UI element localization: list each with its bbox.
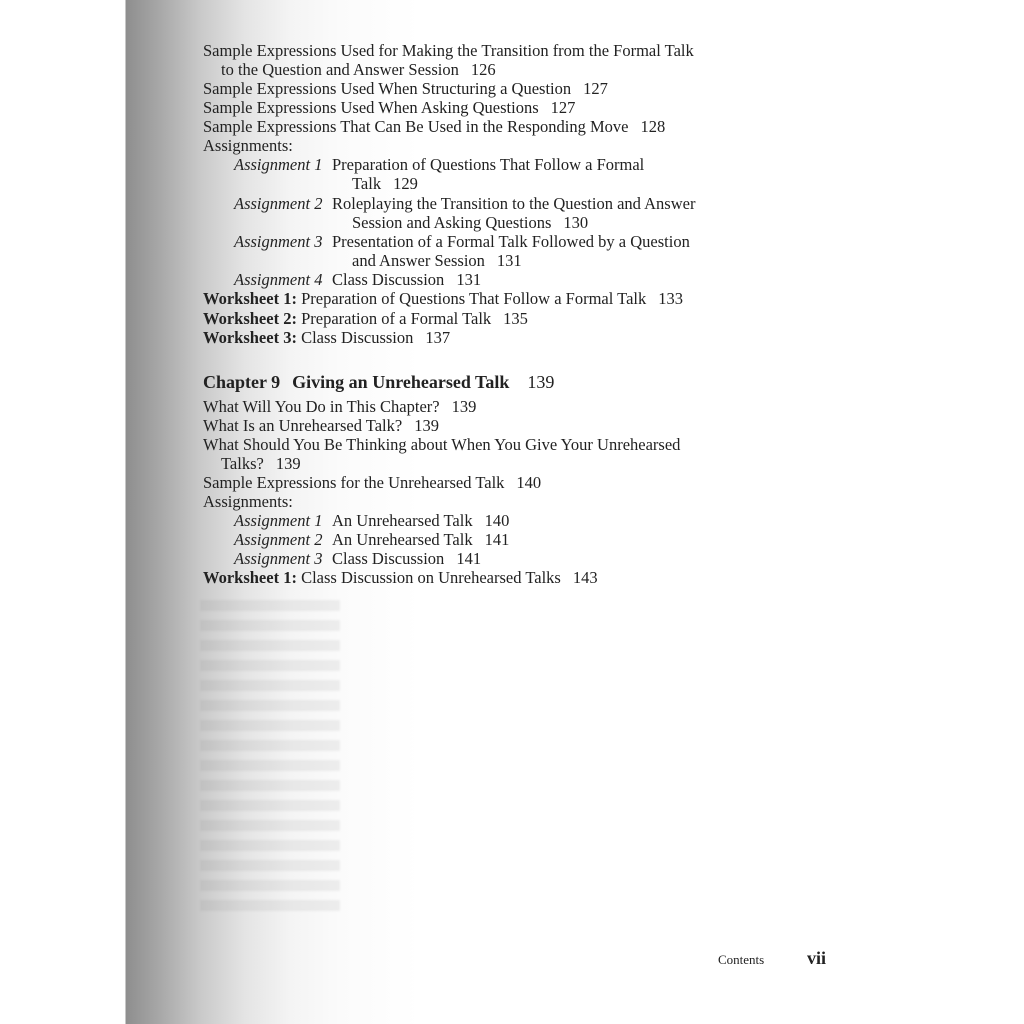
toc-entry xyxy=(203,117,665,136)
toc-entry-title: Sample Expressions Used When Asking Questions xyxy=(203,98,539,117)
toc-entry-title: to the Question and Answer Session xyxy=(221,60,459,79)
toc-entry xyxy=(203,473,541,492)
assignment-entry xyxy=(234,232,690,251)
toc-page-number: 141 xyxy=(456,549,482,568)
toc-entry-title: Sample Expressions That Can Be Used in the Responding Move xyxy=(203,117,629,136)
assignment-entry xyxy=(234,194,695,213)
assignment-label: Assignment 3 xyxy=(234,232,323,251)
worksheet-label: Worksheet 3: xyxy=(203,328,297,347)
toc-entry xyxy=(203,435,680,454)
chapter-title: Giving an Unrehearsed Talk xyxy=(292,372,510,392)
assignments-heading-text: Assignments: xyxy=(203,492,293,511)
running-footer-label: Contents xyxy=(718,952,765,967)
toc-entry xyxy=(203,79,608,98)
toc-page-number: 131 xyxy=(456,270,482,289)
toc-page-number: 140 xyxy=(516,473,542,492)
toc-entry xyxy=(203,397,476,416)
toc-page-number: 141 xyxy=(484,530,510,549)
toc-page-number: 128 xyxy=(640,117,666,136)
worksheet-label: Worksheet 1: xyxy=(203,568,297,587)
toc-page-number: 135 xyxy=(503,309,528,328)
toc-entry-title: Class Discussion on Unrehearsed Talks xyxy=(301,568,561,587)
toc-entry xyxy=(352,174,418,193)
toc-entry-title: What Should You Be Thinking about When You Give Your Unrehearsed xyxy=(203,435,681,454)
toc-entry-title: Presentation of a Formal Talk Followed by a Question xyxy=(332,232,690,251)
toc-entry xyxy=(203,41,694,60)
assignment-label: Assignment 1 xyxy=(234,511,323,530)
toc-entry-title: Class Discussion xyxy=(301,328,414,347)
assignment-label: Assignment 3 xyxy=(234,549,323,568)
toc-entry-title: An Unrehearsed Talk xyxy=(332,511,473,530)
toc-page-number: 140 xyxy=(484,511,510,530)
toc-entry xyxy=(203,416,439,435)
toc-page-number: 139 xyxy=(527,372,555,392)
toc-entry-title: Sample Expressions Used for Making the Transition from the Formal Talk xyxy=(203,41,694,60)
toc-entry xyxy=(203,98,575,117)
toc-page-number: 127 xyxy=(583,79,608,98)
toc-entry xyxy=(221,60,496,79)
toc-entry-title: and Answer Session xyxy=(352,251,485,270)
chapter-number: Chapter 9 xyxy=(203,372,281,392)
assignment-entry xyxy=(234,530,509,549)
toc-page-number: 139 xyxy=(451,397,477,416)
toc-entry-title: Sample Expressions Used When Structuring a Question xyxy=(203,79,572,98)
toc-page-number: 137 xyxy=(425,328,451,347)
assignment-label: Assignment 2 xyxy=(234,530,323,549)
toc-page-number: 127 xyxy=(550,98,576,117)
toc-entry-title: Class Discussion xyxy=(332,270,445,289)
assignment-entry xyxy=(234,270,481,289)
toc-entry-title: Talk xyxy=(352,174,382,193)
toc-page-number: 131 xyxy=(496,251,522,270)
toc-entry-title: An Unrehearsed Talk xyxy=(332,530,473,549)
toc-page-number: 130 xyxy=(563,213,589,232)
assignments-heading xyxy=(203,136,293,155)
toc-page-number: 133 xyxy=(658,289,683,308)
toc-page-number: 126 xyxy=(470,60,496,79)
worksheet-entry xyxy=(203,309,528,328)
toc-entry-title: Roleplaying the Transition to the Question and Answer xyxy=(332,194,696,213)
toc-entry-title: Preparation of Questions That Follow a Formal Talk xyxy=(301,289,647,308)
assignments-heading-text: Assignments: xyxy=(203,136,293,155)
toc-entry-title: Sample Expressions for the Unrehearsed Talk xyxy=(203,473,505,492)
toc-entry-title: Preparation of Questions That Follow a Formal xyxy=(332,155,645,174)
toc-entry-title: What Will You Do in This Chapter? xyxy=(203,397,440,416)
worksheet-entry xyxy=(203,568,598,587)
assignment-label: Assignment 1 xyxy=(234,155,323,174)
assignment-entry xyxy=(234,549,481,568)
toc-page-number: 139 xyxy=(275,454,301,473)
worksheet-label: Worksheet 1: xyxy=(203,289,297,308)
toc-page-number: 129 xyxy=(393,174,418,193)
toc-page-number: 139 xyxy=(414,416,439,435)
toc-entry-title: Talks? xyxy=(221,454,264,473)
toc-entry-title: Session and Asking Questions xyxy=(352,213,552,232)
toc-entry-title: Class Discussion xyxy=(332,549,445,568)
toc-entry xyxy=(352,251,522,270)
worksheet-entry xyxy=(203,289,683,308)
toc-entry xyxy=(352,213,588,232)
worksheet-label: Worksheet 2: xyxy=(203,309,297,328)
assignment-label: Assignment 2 xyxy=(234,194,323,213)
toc-entry-title: What Is an Unrehearsed Talk? xyxy=(203,416,403,435)
assignment-entry xyxy=(234,511,509,530)
worksheet-entry xyxy=(203,328,450,347)
toc-entry xyxy=(221,454,301,473)
toc-page-number: 143 xyxy=(572,568,598,587)
assignment-entry xyxy=(234,155,644,174)
toc-entry-title: Preparation of a Formal Talk xyxy=(301,309,492,328)
assignments-heading xyxy=(203,492,293,511)
folio-page-number: vii xyxy=(807,948,827,968)
chapter-heading xyxy=(203,372,554,393)
assignment-label: Assignment 4 xyxy=(234,270,323,289)
